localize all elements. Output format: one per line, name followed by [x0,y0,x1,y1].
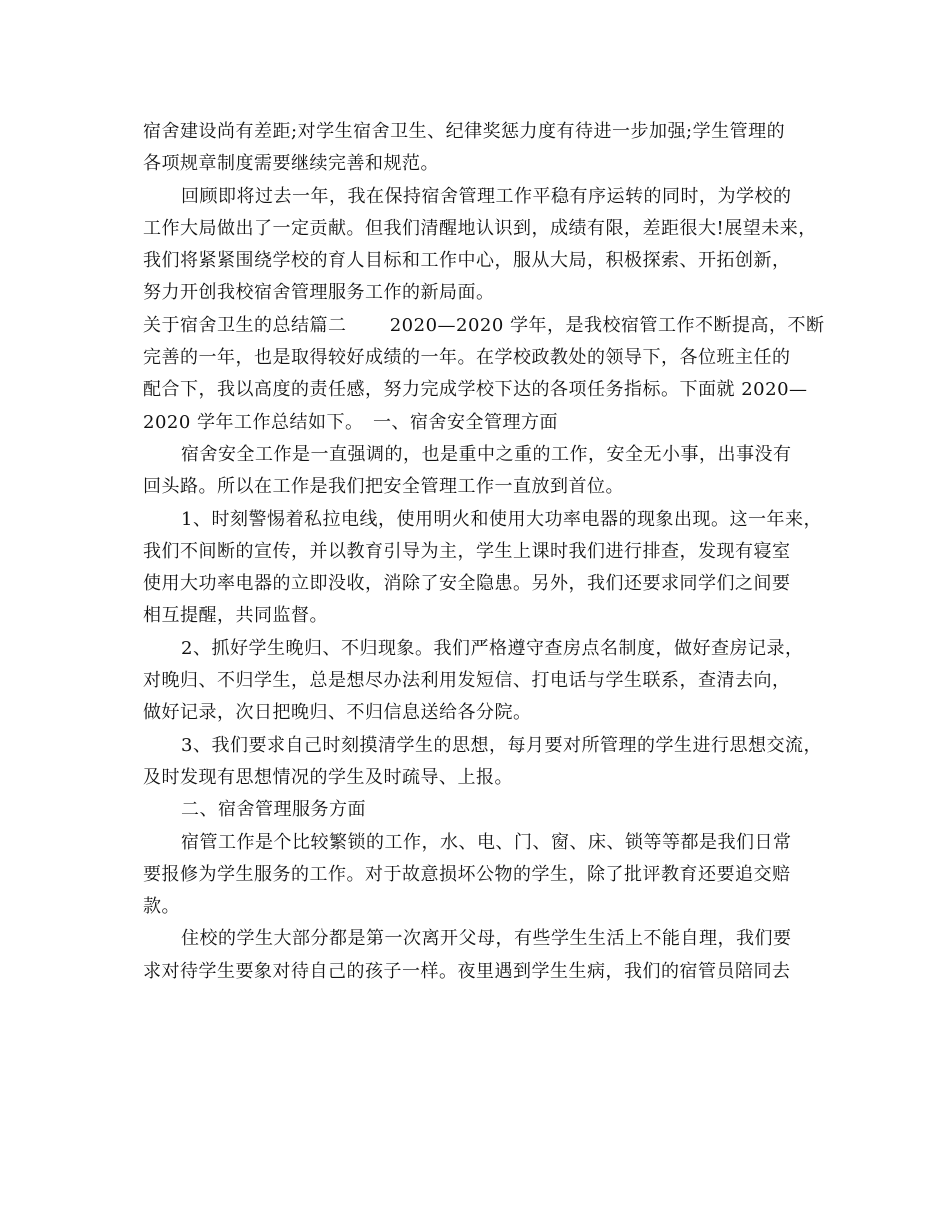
text-line: 3、我们要求自己时刻摸清学生的思想，每月要对所管理的学生进行思想交流， [181,734,822,756]
text-line: 宿舍建设尚有差距;对学生宿舍卫生、纪律奖惩力度有待进一步加强;学生管理的 [143,121,786,142]
text-line: 回头路。所以在工作是我们把安全管理工作一直放到首位。 [143,476,624,498]
text-line: 我们不间断的宣传，并以教育引导为主，学生上课时我们进行排查，发现有寝室 [143,540,791,562]
text-line: 关于宿舍卫生的总结篇二 2020—2020 学年，是我校宿管工作不断提高，不断 [143,314,825,336]
section-heading: 二、宿舍管理服务方面 [181,799,366,821]
text-line: 求对待学生要象对待自己的孩子一样。夜里遇到学生生病，我们的宿管员陪同去 [143,960,791,982]
text-line: 工作大局做出了一定贡献。但我们清醒地认识到，成绩有限，差距很大!展望未来， [143,217,817,239]
text-line: 回顾即将过去一年，我在保持宿舍管理工作平稳有序运转的同时，为学校的 [181,185,792,207]
text-line: 配合下，我以高度的责任感，努力完成学校下达的各项任务指标。下面就 2020— [143,379,808,401]
text-line: 及时发现有思想情况的学生及时疏导、上报。 [143,766,513,788]
text-line: 1、时刻警惕着私拉电线，使用明火和使用大功率电器的现象出现。这一年来， [181,508,822,530]
text-line: 努力开创我校宿舍管理服务工作的新局面。 [143,282,495,304]
text-line: 宿舍安全工作是一直强调的，也是重中之重的工作，安全无小事，出事没有 [181,443,792,465]
text-line: 2、抓好学生晚归、不归现象。我们严格遵守查房点名制度，做好查房记录， [181,637,804,659]
text-line: 要报修为学生服务的工作。对于故意损坏公物的学生，除了批评教育还要追交赔 [143,863,791,885]
text-line: 住校的学生大部分都是第一次离开父母，有些学生生活上不能自理，我们要 [181,928,792,950]
text-line: 做好记录，次日把晚归、不归信息送给各分院。 [143,702,532,724]
text-line: 各项规章制度需要继续完善和规范。 [143,153,439,175]
text-line: 完善的一年，也是取得较好成绩的一年。在学校政教处的领导下，各位班主任的 [143,347,791,369]
text-line: 2020 学年工作总结如下。 一、宿舍安全管理方面 [143,411,559,433]
text-line: 相互提醒，共同监督。 [143,605,328,627]
document-body [143,116,833,988]
text-line: 使用大功率电器的立即没收，消除了安全隐患。另外，我们还要求同学们之间要 [143,573,791,595]
text-line: 宿管工作是个比较繁锁的工作，水、电、门、窗、床、锁等等都是我们日常 [181,831,792,853]
text-line: 对晚归、不归学生，总是想尽办法利用发短信、打电话与学生联系，查清去向， [143,670,791,692]
text-line: 我们将紧紧围绕学校的育人目标和工作中心，服从大局，积极探索、开拓创新， [143,250,791,272]
text-line: 款。 [143,896,180,918]
